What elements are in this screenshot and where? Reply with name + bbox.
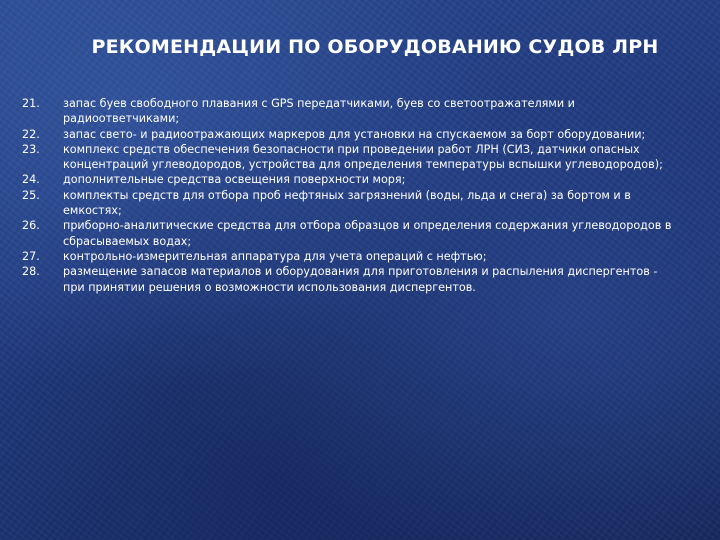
item-number: 27. <box>22 249 40 263</box>
item-text: комплекты средств для отбора проб нефтяных загрязнений (воды, льда и снега) за бортом и в емкостях; <box>63 188 631 218</box>
list-item-27 <box>22 249 682 264</box>
item-text: комплекс средств обеспечения безопасности при проведении работ ЛРН (СИЗ, датчики опасных концентраций углеводородов, устройства для определения температуры вспышки углеводородов); <box>63 142 663 172</box>
item-number: 26. <box>22 219 40 233</box>
item-number: 22. <box>22 127 40 141</box>
item-text: контрольно-измерительная аппаратура для учета операций с нефтью; <box>63 249 487 263</box>
list-item-25 <box>22 188 682 219</box>
list-item-21 <box>22 96 682 127</box>
item-text: запас буев свободного плавания с GPS передатчиками, буев со светоотражателями и радиоответчиками; <box>63 97 575 126</box>
list-item-24 <box>22 172 682 187</box>
slide-title: РЕКОМЕНДАЦИИ ПО ОБОРУДОВАНИЮ СУДОВ ЛРН <box>91 36 659 58</box>
item-number: 23. <box>22 142 40 156</box>
item-number: 28. <box>22 265 40 279</box>
item-text: запас свето- и радиоотражающих маркеров для установки на спускаемом за борт оборудовании; <box>63 127 646 141</box>
item-number: 25. <box>22 188 40 202</box>
item-number: 21. <box>22 97 40 110</box>
list-item-22 <box>22 127 682 142</box>
list-item-26 <box>22 218 682 249</box>
item-text: размещение запасов материалов и оборудования для приготовления и распыления диспергентов - при принятии решения о возможности использования диспергентов. <box>63 265 658 294</box>
item-number: 24. <box>22 173 40 187</box>
item-text: приборно-аналитические средства для отбора образцов и определения содержания углеводородов в сбрасываемых водах; <box>63 219 672 248</box>
item-text: дополнительные средства освещения поверхности моря; <box>63 173 406 187</box>
list-item-23 <box>22 142 682 173</box>
recommendations-list <box>22 96 682 295</box>
list-item-28 <box>22 264 682 295</box>
